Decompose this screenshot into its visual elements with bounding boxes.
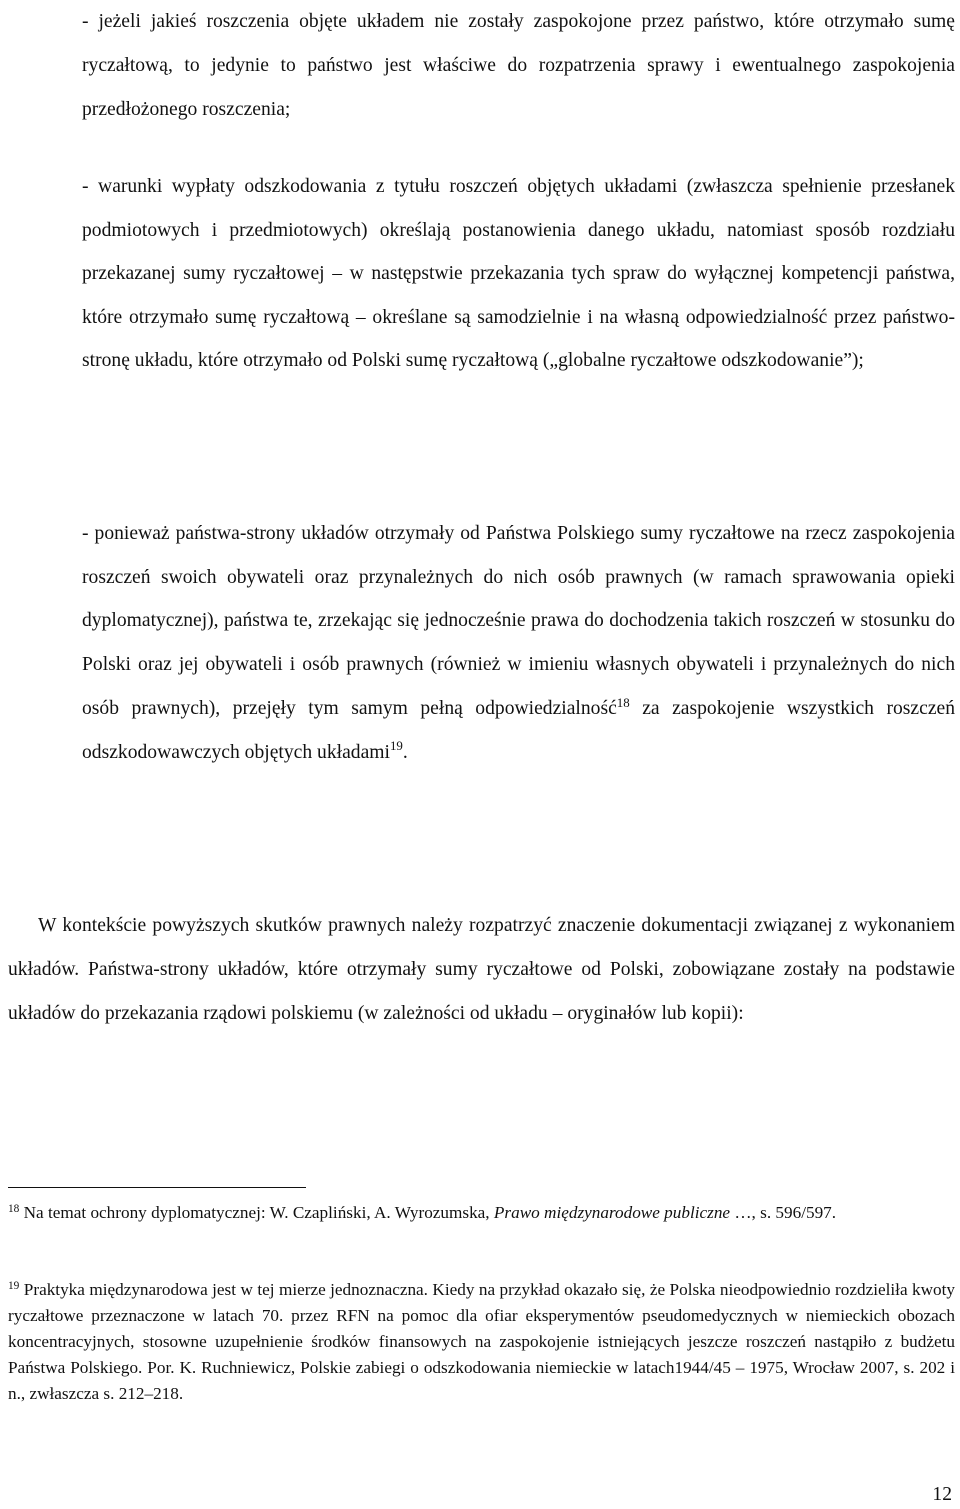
bullet-3-text-c: . xyxy=(402,741,408,763)
page-number: 12 xyxy=(932,1484,952,1505)
bullet-paragraph-2: - warunki wypłaty odszkodowania z tytułu roszczeń objętych układami (zwłaszcza spełnienie przesłanek podmiotowych i przedmiotowych) określają postanowienia danego układu, natomiast sposób rozdziału przekazanej sumy ryczałtowej – w następstwie przekazania tych spraw do wyłącznej kompetencji państwa, które otrzymało sumę ryczałtową – określane są samodzielnie i na własną odpowiedzialność przez państwo-stronę układu, które otrzymało od Polski sumę ryczałtową („globalne ryczałtowe odszkodowanie”); xyxy=(82,176,955,371)
footnote-18-italic-title: Prawo międzynarodowe publiczne xyxy=(493,1203,731,1222)
footnote-18-number: 18 xyxy=(8,1202,20,1215)
bullet-paragraph-1: - jeżeli jakieś roszczenia objęte układem nie zostały zaspokojone przez państwo, które otrzymało sumę ryczałtową, to jedynie to państwo jest właściwe do rozpatrzenia sprawy i ewentualnego zaspokojenia przedłożonego roszczenia; xyxy=(82,11,955,120)
bullet-3-text-b: za zaspokojenie wszystkich roszczeń odszkodowawczych objętych układami xyxy=(82,697,956,763)
footnote-18-text-after: …, s. 596/597. xyxy=(730,1203,837,1222)
footnote-19-text: Praktyka międzynarodowa jest w tej mierze jednoznaczna. Kiedy na przykład okazało się, że Polska nieodpowiednio rozdzieliła kwoty ryczałtowe przeznaczone w latach 70. przez RFN na pomoc dla ofiar eksperymentów pseudomedycznych w niemieckich obozach koncentracyjnych, stosowne uzupełnienie środków finansowych na zaspokojenie istniejących jeszcze roszczeń nastąpiło z budżetu Państwa Polskiego. Por. K. Ruchniewicz, Polskie zabiegi o odszkodowania niemieckie w latach1944/45 – 1975, Wrocław 2007, s. 202 i n., zwłaszcza s. 212–218. xyxy=(8,1280,955,1403)
footnote-19-number: 19 xyxy=(8,1279,20,1292)
bullet-paragraph-3 xyxy=(82,512,955,774)
footnote-ref-18[interactable]: 18 xyxy=(616,694,630,710)
main-paragraph xyxy=(8,904,955,1036)
bullet-3-text-a: - ponieważ państwa-strony układów otrzymały od Państwa Polskiego sumy ryczałtowe na rzecz zaspokojenia roszczeń swoich obywateli oraz przynależnych do nich osób prawnych (w ramach sprawowania opieki dyplomatycznej), państwa te, zrzekając się jednocześnie prawa do dochodzenia takich roszczeń w stosunku do Polski oraz jej obywateli i osób prawnych (również w imieniu własnych obywateli i przynależnych do nich osób prawnych), przejęły tym samym pełną odpowiedzialność xyxy=(82,523,955,719)
footnote-18-text-before: Na temat ochrony dyplomatycznej: W. Czapliński, A. Wyrozumska, xyxy=(19,1203,494,1222)
footnote-separator xyxy=(8,1187,306,1188)
footnote-18 xyxy=(8,1200,955,1226)
main-paragraph-text: W kontekście powyższych skutków prawnych należy rozpatrzyć znaczenie dokumentacji związanej z wykonaniem układów. Państwa-strony układów, które otrzymały sumy ryczałtowe od Polski, zobowiązane zostały na podstawie układów do przekazania rządowi polskiemu (w zależności od układu – oryginałów lub kopii): xyxy=(8,915,955,1024)
footnote-19 xyxy=(8,1277,955,1407)
footnote-ref-19[interactable]: 19 xyxy=(389,738,403,754)
